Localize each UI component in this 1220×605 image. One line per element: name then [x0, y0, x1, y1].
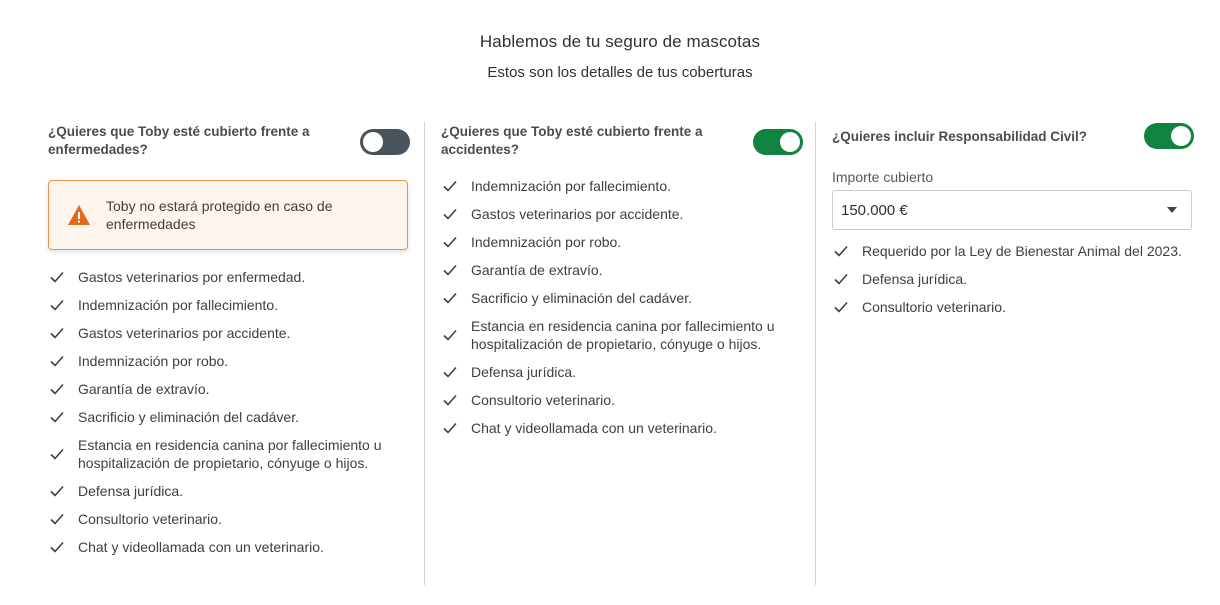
list-item: [832, 270, 1194, 288]
list-item-text: Indemnización por fallecimiento.: [78, 297, 278, 313]
coverage-list: [832, 242, 1194, 316]
check-icon: [50, 541, 64, 553]
toggle-knob: [1171, 126, 1191, 146]
question-row: [441, 123, 803, 159]
amount-field-label: Importe cubierto: [832, 169, 934, 185]
question-row: [832, 123, 1194, 149]
list-item: [48, 296, 410, 314]
list-item-text: Defensa jurídica.: [471, 364, 577, 380]
check-icon: [443, 208, 457, 220]
coverage-column-liability: [832, 123, 1194, 326]
check-icon: [443, 264, 457, 276]
check-icon: [50, 271, 64, 283]
check-icon: [50, 299, 64, 311]
coverage-column-illness: [48, 123, 410, 566]
column-divider: [815, 122, 816, 585]
list-item: [48, 380, 410, 398]
list-item-text: Consultorio veterinario.: [862, 299, 1006, 315]
check-icon: [50, 485, 64, 497]
list-item: [48, 268, 410, 286]
coverage-column-accidents: [441, 123, 803, 447]
list-item-text: Chat y videollamada con un veterinario.: [78, 539, 324, 555]
page-subtitle: Estos son los detalles de tus coberturas: [487, 64, 753, 81]
list-item-text: Defensa jurídica.: [862, 271, 968, 287]
check-icon: [50, 513, 64, 525]
list-item: [832, 298, 1194, 316]
list-item-text: Garantía de extravío.: [471, 262, 603, 278]
check-icon: [50, 355, 64, 367]
list-item: [48, 436, 410, 472]
list-item-text: Consultorio veterinario.: [471, 392, 615, 408]
page-title: Hablemos de tu seguro de mascotas: [479, 32, 761, 51]
list-item: [441, 391, 803, 409]
list-item: [441, 205, 803, 223]
check-icon: [50, 448, 64, 460]
list-item-text: Indemnización por fallecimiento.: [471, 178, 671, 194]
check-icon: [50, 383, 64, 395]
list-item-text: Gastos veterinarios por accidente.: [471, 206, 684, 222]
question-row: [48, 123, 410, 159]
list-item: [48, 482, 410, 500]
list-item: [441, 419, 803, 437]
list-item-text: Defensa jurídica.: [78, 483, 184, 499]
liability-coverage-toggle[interactable]: [1144, 123, 1194, 149]
coverage-list: [48, 268, 410, 556]
list-item-text: Estancia en residencia canina por fallecimiento u hospitalización de propietario, cónyuge o hijos.: [78, 437, 382, 471]
check-icon: [50, 411, 64, 423]
check-icon: [443, 180, 457, 192]
list-item: [441, 261, 803, 279]
coverage-question: ¿Quieres incluir Responsabilidad Civil?: [832, 129, 1088, 144]
check-icon: [443, 422, 457, 434]
list-item-text: Estancia en residencia canina por fallecimiento u hospitalización de propietario, cónyuge o hijos.: [471, 318, 775, 352]
check-icon: [443, 236, 457, 248]
warning-text: Toby no estará protegido en caso de enfermedades: [106, 198, 333, 232]
list-item: [48, 510, 410, 528]
list-item-text: Consultorio veterinario.: [78, 511, 222, 527]
list-item: [441, 317, 803, 353]
warning-triangle-icon: [67, 204, 91, 226]
list-item: [441, 289, 803, 307]
toggle-knob: [363, 132, 383, 152]
accident-coverage-toggle[interactable]: [753, 129, 803, 155]
warning-alert: [48, 180, 408, 250]
list-item: [48, 352, 410, 370]
list-item-text: Sacrificio y eliminación del cadáver.: [78, 409, 299, 425]
amount-select-value: 150.000 €: [841, 201, 908, 219]
coverage-question: ¿Quieres que Toby esté cubierto frente a accidentes?: [441, 124, 703, 157]
list-item: [441, 233, 803, 251]
check-icon: [834, 301, 848, 313]
list-item-text: Garantía de extravío.: [78, 381, 210, 397]
check-icon: [443, 394, 457, 406]
list-item-text: Gastos veterinarios por enfermedad.: [78, 269, 306, 285]
coverage-question: ¿Quieres que Toby esté cubierto frente a enfermedades?: [48, 124, 310, 157]
check-icon: [834, 273, 848, 285]
toggle-knob: [780, 132, 800, 152]
list-item: [48, 408, 410, 426]
illness-coverage-toggle[interactable]: [360, 129, 410, 155]
check-icon: [443, 329, 457, 341]
list-item: [832, 242, 1194, 260]
chevron-down-icon: [1167, 207, 1177, 213]
list-item-text: Indemnización por robo.: [471, 234, 622, 250]
check-icon: [443, 366, 457, 378]
list-item: [48, 324, 410, 342]
coverage-list: [441, 177, 803, 437]
amount-select[interactable]: [832, 190, 1192, 230]
list-item-text: Sacrificio y eliminación del cadáver.: [471, 290, 692, 306]
page-header: [0, 32, 1220, 81]
list-item: [48, 538, 410, 556]
list-item-text: Indemnización por robo.: [78, 353, 229, 369]
list-item: [441, 363, 803, 381]
list-item-text: Requerido por la Ley de Bienestar Animal del 2023.: [862, 243, 1182, 259]
list-item-text: Chat y videollamada con un veterinario.: [471, 420, 717, 436]
list-item: [441, 177, 803, 195]
check-icon: [50, 327, 64, 339]
column-divider: [424, 122, 425, 585]
check-icon: [443, 292, 457, 304]
list-item-text: Gastos veterinarios por accidente.: [78, 325, 291, 341]
check-icon: [834, 245, 848, 257]
